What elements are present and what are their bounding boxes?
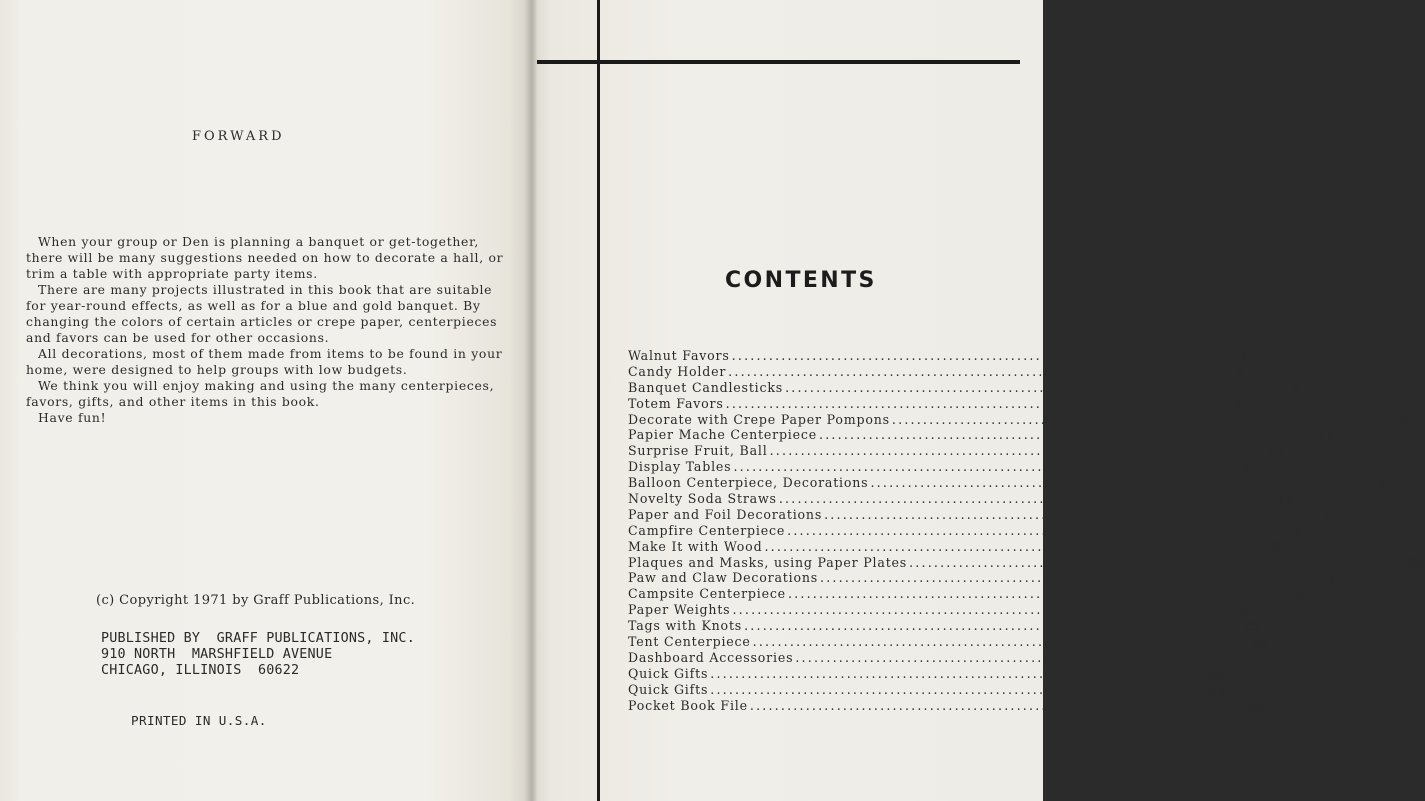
toc-entry xyxy=(628,395,1242,412)
toc-entry-page: 5 xyxy=(1235,363,1245,379)
table-of-contents xyxy=(628,348,1425,713)
toc-entry-title: Display Tables xyxy=(628,459,732,475)
toc-entry xyxy=(628,554,1425,571)
toc-leader-dots: ................................................................................ xyxy=(728,363,1225,379)
toc-leader-dots: ................................................................................ xyxy=(819,427,1316,443)
toc-entry-page: 12 xyxy=(1268,443,1286,459)
toc-leader-dots: ................................................................................ xyxy=(824,506,1321,522)
forward-paragraph: When your group or Den is planning a banquet or get-together, there will be many suggestions needed on how to decorate a hall, or trim a table with appropriate party items. xyxy=(26,234,504,281)
forward-paragraph: There are many projects illustrated in this book that are suitable for year-round effects, as well as for a blue and gold banquet. By changing the colors of certain articles or crepe paper, centerpieces and favors can be used for other occasions. xyxy=(26,282,498,345)
toc-entry-page: 11 xyxy=(1317,427,1336,443)
toc-entry xyxy=(628,363,1245,380)
toc-leader-dots: ................................................................................ xyxy=(778,491,1276,507)
toc-leader-dots: ................................................................................ xyxy=(710,665,1207,681)
toc-leader-dots: ................................................................................ xyxy=(752,634,1249,650)
toc-entry-title: Dashboard Accessories xyxy=(628,649,794,665)
forward-paragraph: Have fun! xyxy=(38,410,107,425)
toc-entry-title: Surprise Fruit, Ball xyxy=(628,443,768,459)
toc-leader-dots: ................................................................................ xyxy=(795,649,1292,665)
toc-entry xyxy=(628,602,1249,618)
toc-entry-page: 9 xyxy=(1399,411,1409,427)
toc-leader-dots: ................................................................................ xyxy=(733,459,1230,475)
toc-entry-page: 4 xyxy=(1239,348,1248,363)
toc-entry xyxy=(628,697,1267,714)
toc-entry-page: 14 xyxy=(1369,475,1387,491)
toc-leader-dots: ................................................................................ xyxy=(744,618,1241,634)
toc-entry-title: Balloon Centerpiece, Decorations xyxy=(628,475,869,491)
toc-entry-page: 27 xyxy=(1293,649,1312,665)
contents-title: CONTENTS xyxy=(725,268,877,293)
forward-heading: FORWARD xyxy=(192,129,285,144)
toc-entry-page: 23 xyxy=(1286,586,1305,602)
bleed-through-art xyxy=(151,470,159,509)
toc-entry-title: Campfire Centerpiece xyxy=(628,522,786,538)
toc-entry xyxy=(628,681,1227,698)
toc-entry-page: 18 xyxy=(1285,522,1304,538)
toc-entry-page: 16 xyxy=(1277,491,1296,507)
toc-leader-dots: ................................................................................ xyxy=(710,681,1207,697)
toc-leader-dots: ................................................................................ xyxy=(787,522,1284,538)
toc-leader-dots: ................................................................................ xyxy=(725,395,1222,411)
toc-leader-dots: ................................................................................ xyxy=(891,411,1389,427)
toc-entry-page: 30 xyxy=(1248,697,1267,713)
toc-entry-page: 19 xyxy=(1263,538,1281,554)
toc-leader-dots: ................................................................................ xyxy=(764,538,1261,554)
toc-entry xyxy=(628,538,1281,555)
toc-entry xyxy=(628,427,1336,443)
toc-entry-title: Walnut Favors xyxy=(628,348,730,363)
toc-entry-title: Make It with Wood xyxy=(628,538,763,554)
toc-entry xyxy=(628,618,1261,634)
forward-body xyxy=(26,234,506,426)
toc-leader-dots: ................................................................................ xyxy=(785,379,1282,395)
vertical-rule xyxy=(597,0,600,801)
forward-paragraph: All decorations, most of them made from items to be found in your home, were designed to help groups with low budgets. xyxy=(26,346,503,377)
toc-entry xyxy=(628,665,1227,682)
toc-entry-title: Banquet Candlesticks xyxy=(628,379,784,395)
toc-leader-dots: ................................................................................ xyxy=(909,554,1406,570)
toc-entry-page: 29 xyxy=(1208,681,1227,697)
horizontal-rule xyxy=(537,60,1020,64)
toc-entry xyxy=(628,491,1296,507)
toc-entry xyxy=(628,570,1337,586)
toc-entry-title: Tent Centerpiece xyxy=(628,634,751,650)
toc-entry xyxy=(628,649,1312,666)
toc-entry-title: Quick Gifts xyxy=(628,681,709,697)
toc-entry-title: Campsite Centerpiece xyxy=(628,586,786,602)
publisher-line: PUBLISHED BY GRAFF PUBLICATIONS, INC. xyxy=(101,631,415,646)
toc-entry xyxy=(628,586,1305,602)
toc-entry xyxy=(628,459,1250,475)
toc-entry-title: Plaques and Masks, using Paper Plates xyxy=(628,554,908,570)
toc-leader-dots: ................................................................................ xyxy=(787,586,1285,602)
toc-entry xyxy=(628,411,1409,428)
toc-entry-title: Papier Mache Centerpiece xyxy=(628,427,817,443)
toc-leader-dots: ................................................................................ xyxy=(769,443,1266,459)
toc-entry xyxy=(628,379,1302,396)
toc-entry-page: 17 xyxy=(1322,506,1341,522)
toc-leader-dots: ................................................................................ xyxy=(870,475,1367,491)
toc-leader-dots: ................................................................................ xyxy=(749,697,1247,713)
toc-entry-page: 6 xyxy=(1292,379,1302,395)
toc-entry-title: Pocket Book File xyxy=(628,697,748,713)
left-page xyxy=(0,0,530,801)
toc-entry xyxy=(628,443,1286,459)
toc-entry-page: 26 xyxy=(1251,634,1269,650)
printed-in-notice: PRINTED IN U.S.A. xyxy=(131,713,267,728)
toc-entry-page: 13 xyxy=(1232,459,1250,475)
toc-entry-title: Paper and Foil Decorations xyxy=(628,506,823,522)
copyright-notice: (c) Copyright 1971 by Graff Publications, Inc. xyxy=(96,593,416,608)
toc-entry-title: Quick Gifts xyxy=(628,665,709,681)
toc-entry-page: 25 xyxy=(1242,618,1261,634)
toc-leader-dots: ................................................................................ xyxy=(820,570,1317,586)
publisher-line: CHICAGO, ILLINOIS 60622 xyxy=(101,663,300,678)
forward-paragraph: We think you will enjoy making and using the many centerpieces, favors, gifts, and other items in this book. xyxy=(26,378,495,409)
toc-entry xyxy=(628,506,1341,523)
toc-entry-page: 20 xyxy=(1407,554,1425,570)
toc-entry xyxy=(628,634,1269,650)
toc-entry-title: Paper Weights xyxy=(628,602,731,618)
toc-entry xyxy=(628,348,1248,364)
toc-entry-title: Novelty Soda Straws xyxy=(628,491,777,507)
toc-leader-dots: ................................................................................ xyxy=(731,348,1228,363)
toc-entry-page: 22 xyxy=(1318,570,1337,586)
toc-entry xyxy=(628,475,1387,491)
toc-entry-title: Candy Holder xyxy=(628,363,727,379)
publisher-line: 910 NORTH MARSHFIELD AVENUE xyxy=(101,647,333,662)
toc-entry-title: Totem Favors xyxy=(628,395,724,411)
toc-entry-title: Decorate with Crepe Paper Pompons xyxy=(628,411,890,427)
toc-entry-title: Paw and Claw Decorations xyxy=(628,570,818,586)
toc-entry-page: 24 xyxy=(1231,602,1249,618)
publisher-address xyxy=(101,631,415,679)
toc-leader-dots: ................................................................................ xyxy=(732,602,1229,618)
book-gutter xyxy=(524,0,538,801)
toc-entry xyxy=(628,522,1304,539)
toc-entry-page: 28 xyxy=(1208,665,1227,681)
toc-entry-page: 8 xyxy=(1233,395,1242,411)
toc-entry-title: Tags with Knots xyxy=(628,618,743,634)
